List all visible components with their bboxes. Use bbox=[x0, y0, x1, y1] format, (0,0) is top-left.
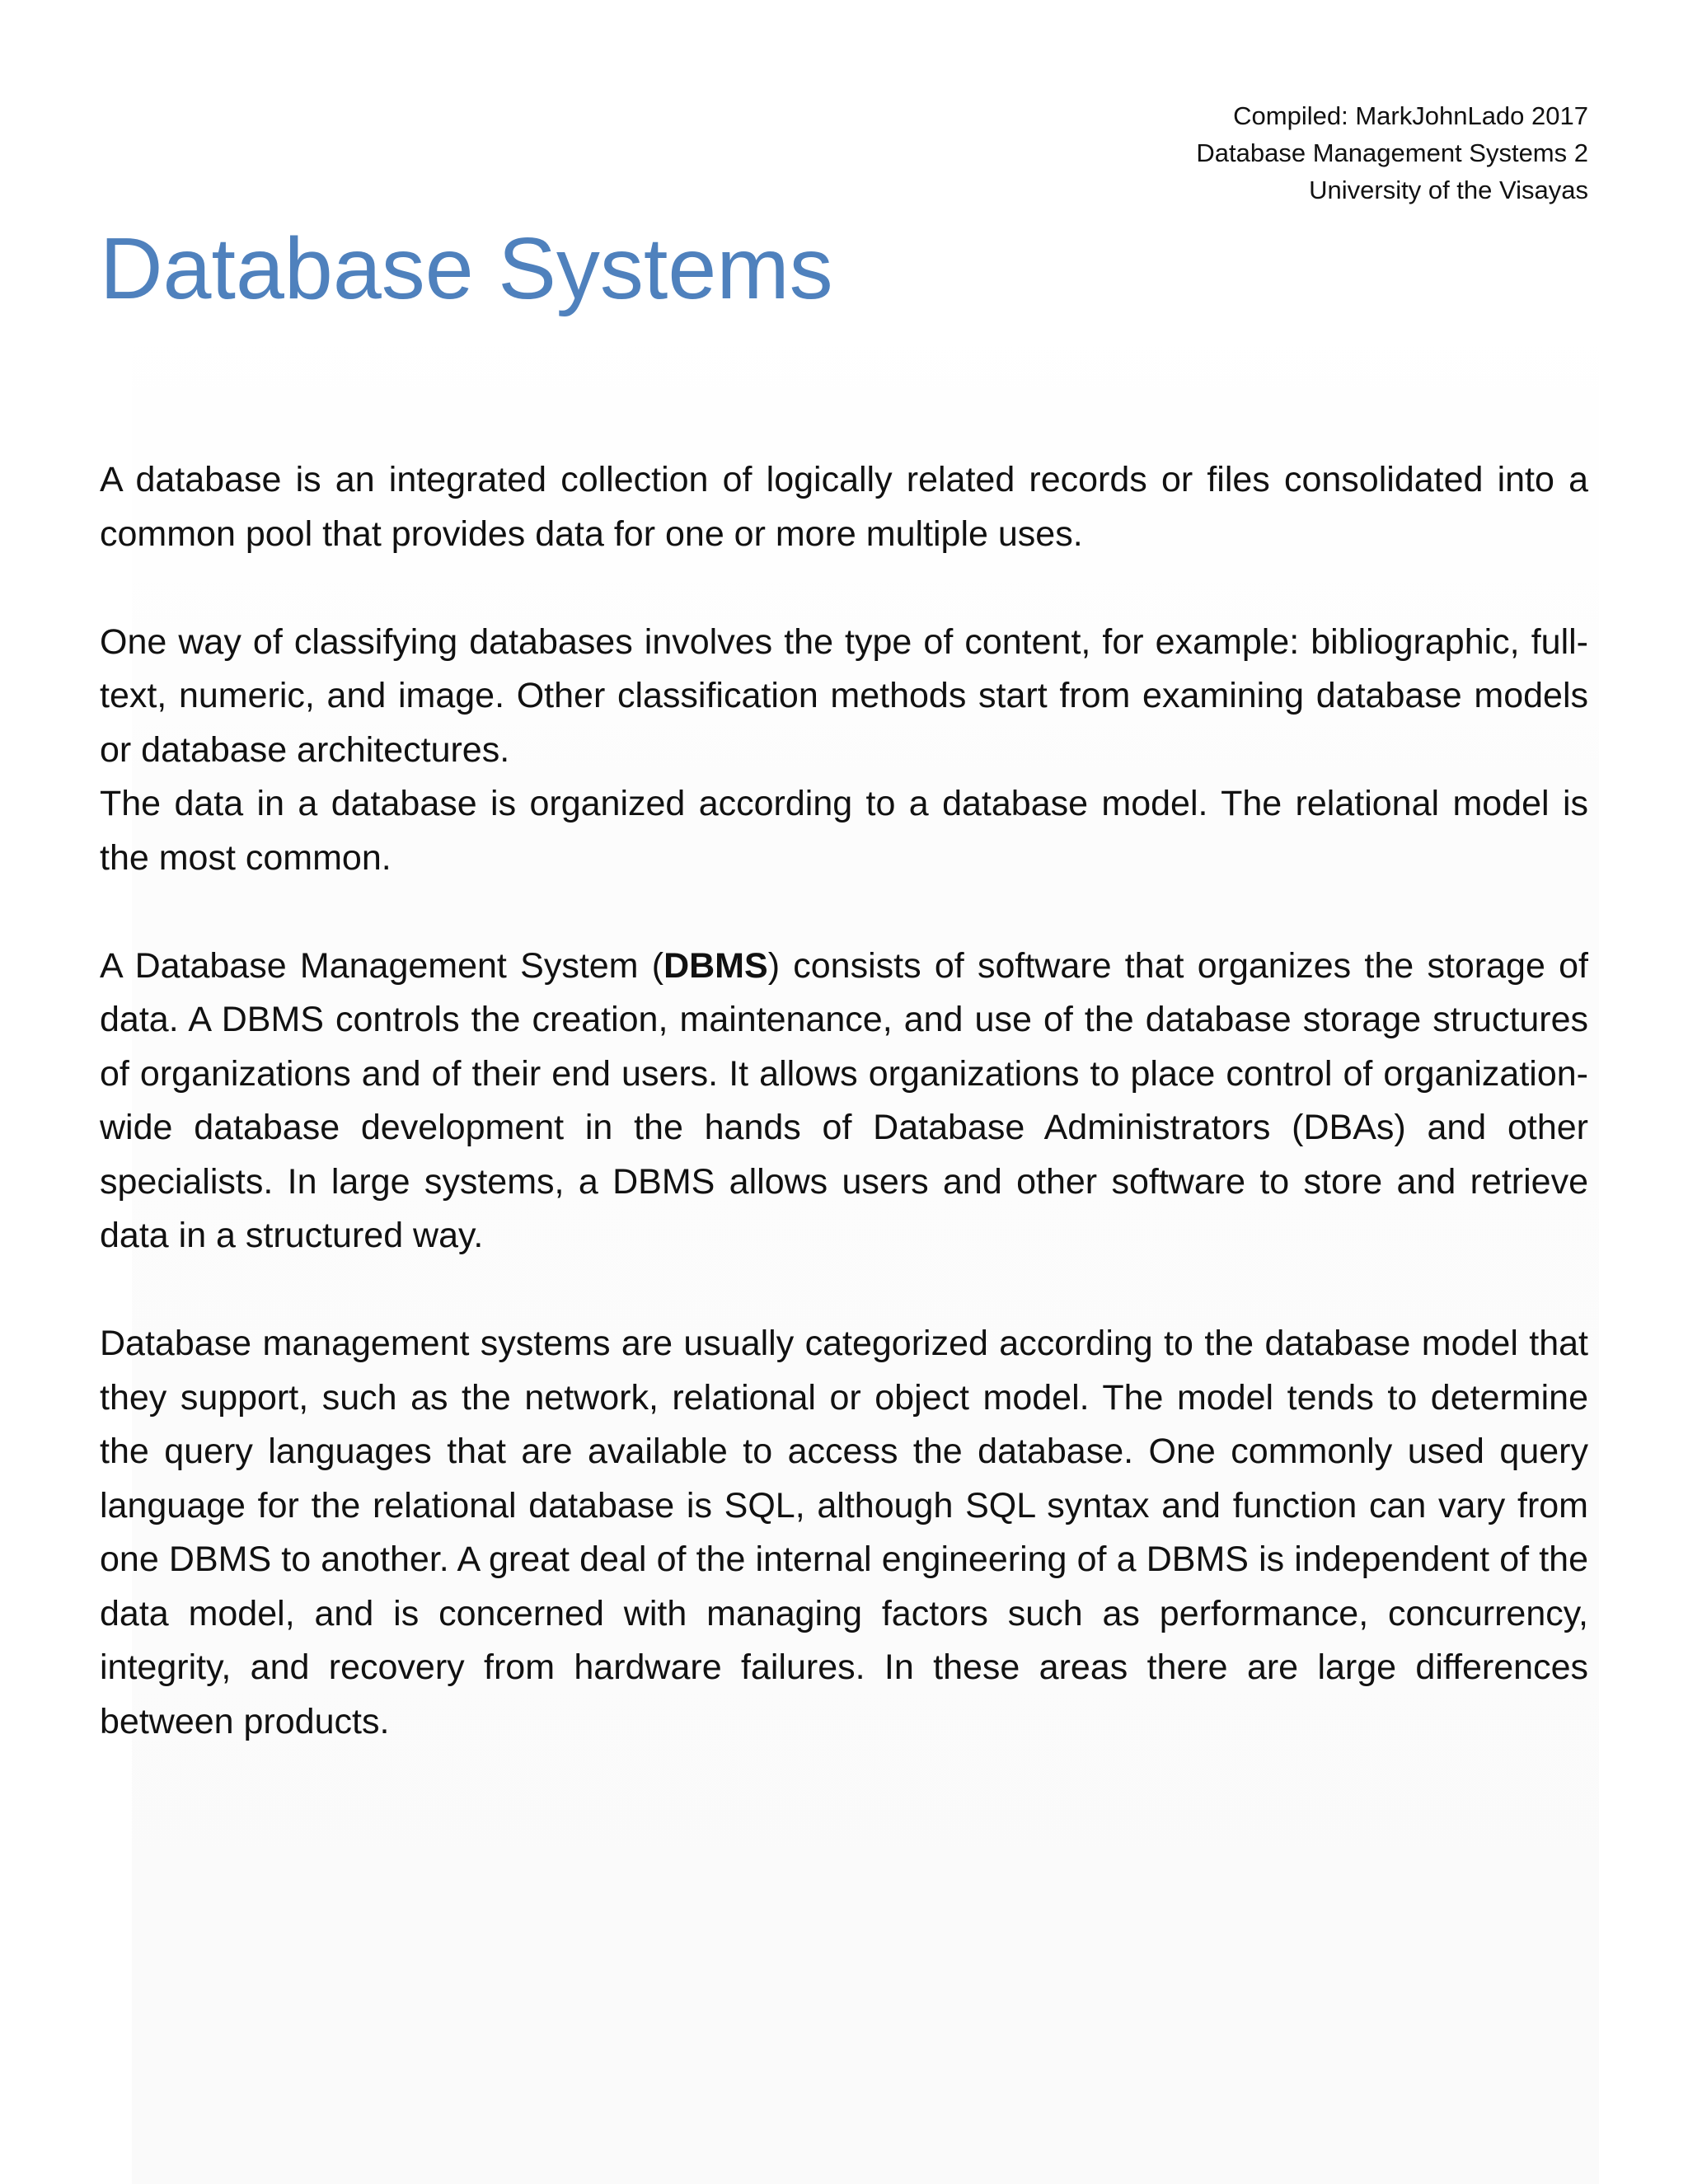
document-body bbox=[100, 453, 1588, 1749]
header-compiled-line: Compiled: MarkJohnLado 2017 bbox=[1233, 101, 1588, 130]
paragraph-database-definition: A database is an integrated collection of logically related records or files consolidated into a common pool that provides data for one or more multiple uses. bbox=[100, 460, 1588, 554]
dbms-term: DBMS bbox=[663, 945, 768, 986]
paragraph-database-model: The data in a database is organized according to a database model. The relational model is the most common. bbox=[100, 784, 1588, 878]
paragraph-dbms-definition bbox=[100, 940, 1588, 1263]
paragraph-classification: One way of classifying databases involves the type of content, for example: bibliographic, full-text, numeric, and image. Other classification methods start from examining database models or database architectures. bbox=[100, 621, 1588, 770]
dbms-text-before: A Database Management System ( bbox=[100, 945, 664, 986]
header-institution-line: University of the Visayas bbox=[1309, 176, 1588, 204]
header-course-line: Database Management Systems 2 bbox=[1196, 138, 1588, 167]
dbms-text-after: ) consists of software that organizes the storage of data. A DBMS controls the creation, maintenance, and use of the database storage structures of organizations and of their end users. It allows organizations to place control of organization-wide database development in the hands of Database Administrators (DBAs) and other specialists. In large systems, a DBMS allows users and other software to store and retrieve data in a structured way. bbox=[100, 945, 1588, 1255]
document-title: Database Systems bbox=[100, 220, 833, 317]
paragraph-dbms-categories: Database management systems are usually categorized according to the database model that they support, such as the network, relational or object model. The model tends to determine the query languages that are available to access the database. One commonly used query language for the relational database is SQL, although SQL syntax and function can vary from one DBMS to another. A great deal of the internal engineering of a DBMS is independent of the data model, and is concerned with managing factors such as performance, concurrency, integrity, and recovery from hardware failures. In these areas there are large differences between products. bbox=[100, 1324, 1588, 1741]
document-header bbox=[1196, 97, 1588, 209]
